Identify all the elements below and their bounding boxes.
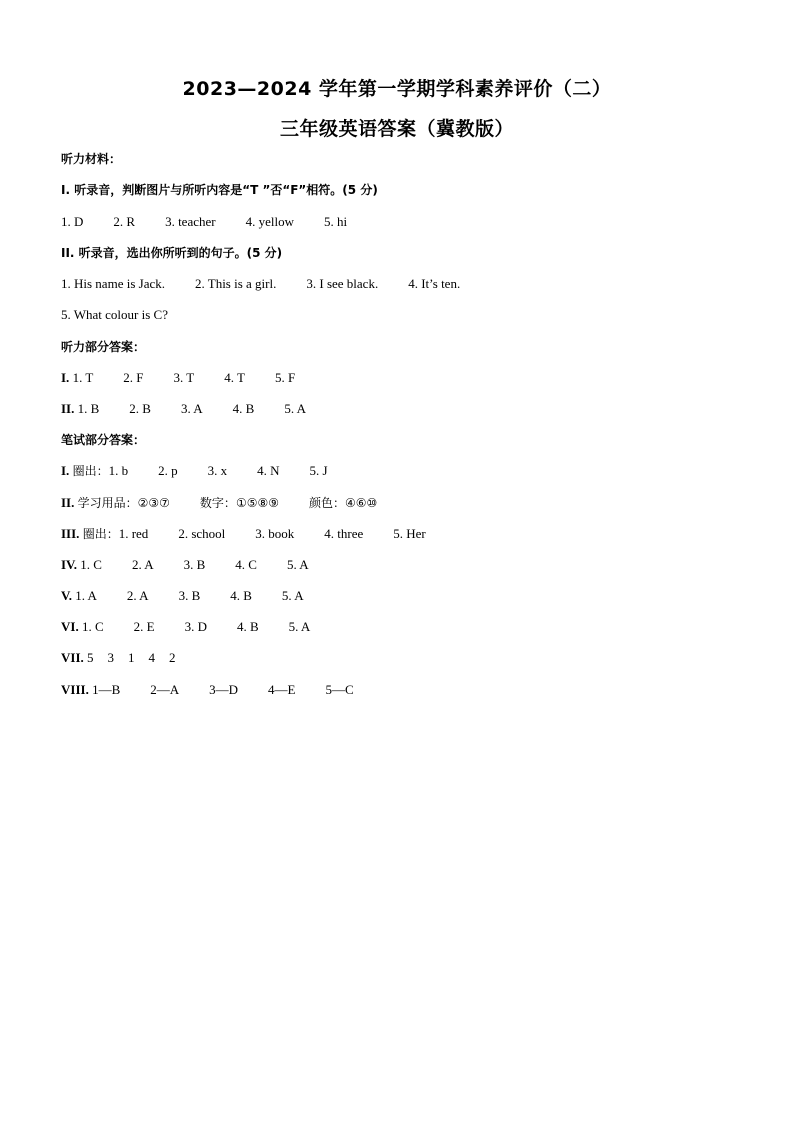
written-answers-v: [61, 587, 304, 605]
list-item: 5—C: [325, 682, 354, 697]
section-number: VI.: [61, 619, 79, 634]
list-item: 3. x: [207, 463, 228, 478]
section-number: V.: [61, 588, 72, 603]
section-ii-item-5: 5. What colour is C?: [61, 307, 168, 322]
section-i-items: [61, 213, 347, 231]
group-value: ②③⑦: [137, 496, 170, 510]
list-item: 5: [87, 650, 94, 665]
list-item: 2. R: [113, 214, 136, 229]
list-item: 1. C: [81, 619, 104, 634]
section-number: VIII.: [61, 682, 89, 697]
list-item: 5. A: [288, 619, 311, 634]
list-item: 2. B: [129, 401, 151, 416]
list-item: 3. T: [173, 370, 195, 385]
list-item: 4—E: [268, 682, 296, 697]
list-item: 3. A: [180, 401, 203, 416]
written-answers-vii: [61, 649, 176, 667]
list-item: 1. b: [108, 463, 129, 478]
list-item: 3. I see black.: [306, 276, 379, 291]
list-item: 4. B: [232, 401, 255, 416]
section-label: 圈出：: [82, 527, 119, 541]
section-number: VII.: [61, 650, 84, 665]
section-ii-header: II. 听录音，选出你所听到的句子。(5 分): [61, 246, 283, 260]
list-item: 5. hi: [323, 214, 348, 229]
section-ii-items: [61, 275, 460, 293]
written-answers-i: [61, 462, 328, 480]
group-label: 学习用品：: [77, 496, 138, 510]
list-item: 2. F: [123, 370, 144, 385]
list-item: 4. yellow: [245, 214, 294, 229]
list-item: 4. B: [236, 619, 259, 634]
list-item: 2. p: [158, 463, 178, 478]
written-answers-heading: 笔试部分答案：: [61, 433, 146, 447]
list-item: 2. school: [178, 526, 226, 541]
list-item: 3. teacher: [165, 214, 216, 229]
list-item: 5. F: [274, 370, 296, 385]
listening-answers-heading: 听力部分答案：: [61, 340, 146, 354]
list-item: 3. B: [178, 588, 201, 603]
list-item: 5. J: [309, 463, 328, 478]
listening-answers-i: [61, 369, 295, 387]
section-i-header: I. 听录音，判断图片与所听内容是“T ”否“F”相符。(5 分): [61, 183, 378, 197]
document-title: 2023—2024 学年第一学期学科素养评价（二）: [182, 78, 612, 100]
list-item: 5. A: [284, 401, 306, 416]
list-item: 5. A: [281, 588, 304, 603]
list-item: 4. N: [257, 463, 280, 478]
list-item: 4. It’s ten.: [408, 276, 461, 291]
section-number: II.: [61, 495, 75, 510]
section-label: 圈出：: [72, 464, 109, 478]
list-item: 1—B: [92, 682, 121, 697]
list-item: 4. C: [235, 557, 257, 572]
listening-answers-ii: [61, 400, 306, 418]
group-label: 颜色：: [308, 496, 345, 510]
list-item: 1. T: [72, 370, 94, 385]
listening-material-heading: 听力材料：: [61, 152, 122, 166]
group-label: 数字：: [199, 496, 236, 510]
list-item: 1: [128, 650, 135, 665]
list-item: 3. book: [255, 526, 295, 541]
list-item: 5. A: [286, 557, 309, 572]
section-number: IV.: [61, 557, 78, 572]
group-value: ①⑤⑧⑨: [235, 496, 279, 510]
list-item: 3—D: [209, 682, 239, 697]
list-item: 2. A: [126, 588, 149, 603]
list-item: 1. A: [75, 588, 97, 603]
written-answers-iv: [61, 556, 309, 574]
list-item: 4. three: [324, 526, 364, 541]
list-item: 1. red: [118, 526, 149, 541]
written-answers-viii: [61, 681, 354, 699]
written-answers-vi: [61, 618, 310, 636]
list-item: 4: [148, 650, 156, 665]
written-answers-iii: [61, 525, 426, 543]
list-item: 5. Her: [393, 526, 426, 541]
section-number: I.: [61, 370, 70, 385]
group-value: ④⑥⑩: [344, 496, 378, 510]
list-item: 4. T: [224, 370, 245, 385]
list-item: 2. This is a girl.: [194, 276, 277, 291]
written-answers-ii: [61, 494, 377, 512]
list-item: 4. B: [230, 588, 252, 603]
list-item: 3. D: [184, 619, 207, 634]
section-number: III.: [61, 526, 80, 541]
section-number: II.: [61, 401, 75, 416]
section-number: I.: [61, 463, 70, 478]
list-item: 2. E: [133, 619, 155, 634]
list-item: 3: [107, 650, 115, 665]
list-item: 1. B: [77, 401, 100, 416]
list-item: 1. C: [80, 557, 102, 572]
list-item: 2—A: [150, 682, 180, 697]
list-item: 2: [169, 650, 176, 665]
list-item: 1. D: [61, 214, 84, 229]
document-subtitle: 三年级英语答案（冀教版）: [279, 118, 514, 140]
list-item: 3. B: [183, 557, 206, 572]
list-item: 1. His name is Jack.: [61, 276, 165, 291]
list-item: 2. A: [131, 557, 154, 572]
